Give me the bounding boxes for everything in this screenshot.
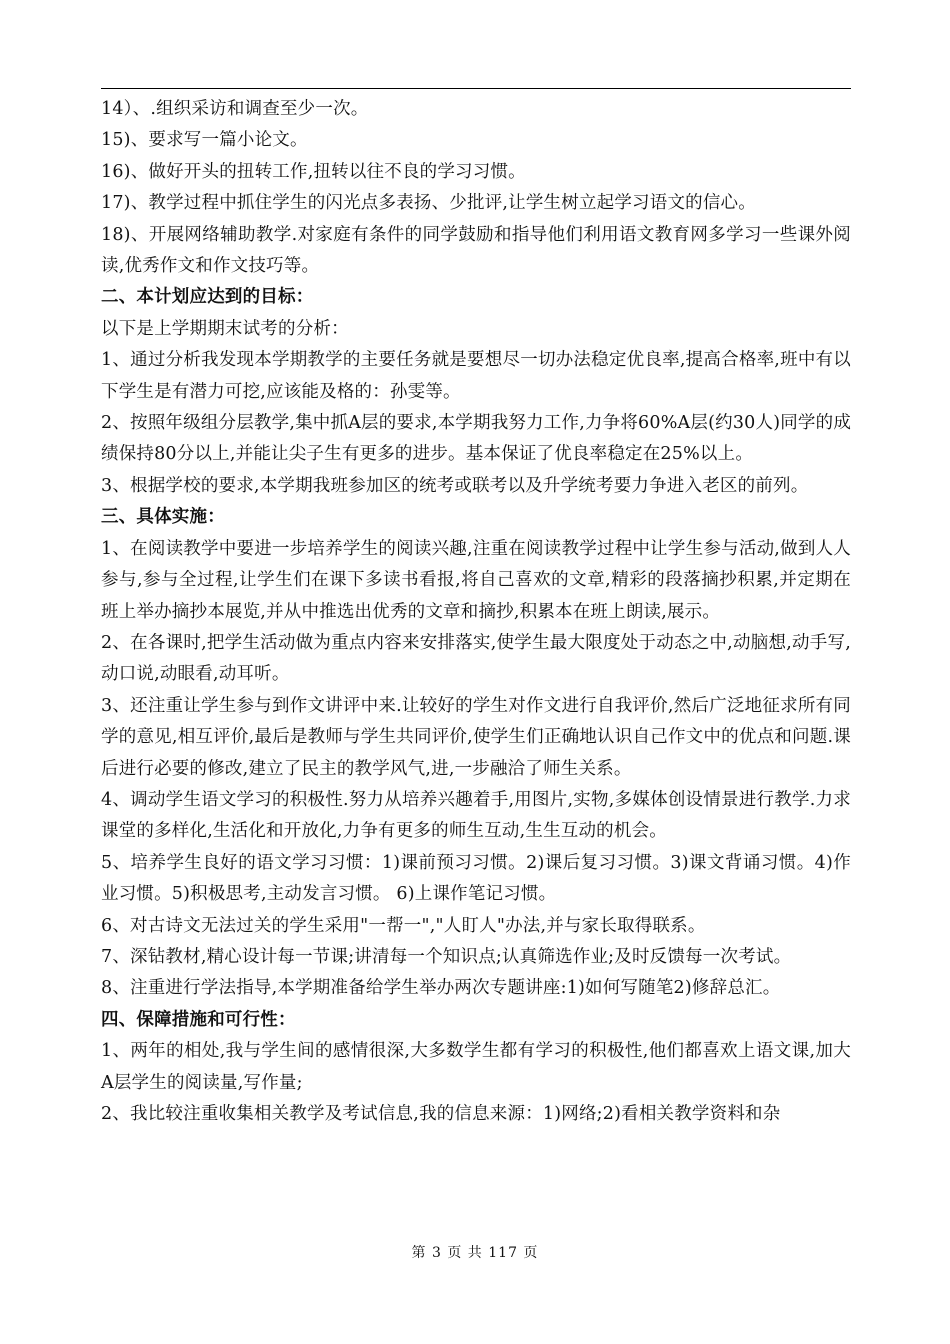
list-item: 3、根据学校的要求,本学期我班参加区的统考或联考以及升学统考要力争进入老区的前列。 <box>101 475 809 496</box>
header-rule <box>101 88 851 89</box>
list-item: 6、对古诗文无法过关的学生采用"一帮一","人盯人"办法,并与家长取得联系。 <box>101 915 706 936</box>
list-item: 2、我比较注重收集相关教学及考试信息,我的信息来源：1)网络;2)看相关教学资料和杂 <box>101 1104 781 1124</box>
list-item: 1、在阅读教学中要进一步培养学生的阅读兴趣,注重在阅读教学过程中让学生参与活动,做到人人参与,参与全过程,让学生们在课下多读书看报,将自己喜欢的文章,精彩的段落摘抄积累,并定期在班上举办摘抄本展览,并从中推选出优秀的文章和摘抄,积累本在班上朗读,展示。 <box>101 538 851 622</box>
list-item: 16)、做好开头的扭转工作,扭转以往不良的学习习惯。 <box>101 161 526 182</box>
paragraph: 以下是上学期期末试考的分析： <box>101 318 349 339</box>
list-item: 4、调动学生语文学习的积极性.努力从培养兴趣着手,用图片,实物,多媒体创设情景进行教学.力求课堂的多样化,生活化和开放化,力争有更多的师生互动,生生互动的机会。 <box>101 789 851 842</box>
list-item: 1、通过分析我发现本学期教学的主要任务就是要想尽一切办法稳定优良率,提高合格率,班中有以下学生是有潜力可挖,应该能及格的：孙雯等。 <box>101 350 851 402</box>
section-heading: 三、具体实施： <box>101 507 225 528</box>
list-item: 2、按照年级组分层教学,集中抓A层的要求,本学期我努力工作,力争将60%A层(约30人)同学的成绩保持80分以上,并能让尖子生有更多的进步。基本保证了优良率稳定在25%以上。 <box>101 413 852 465</box>
section-heading: 四、保障措施和可行性： <box>101 1009 296 1030</box>
page-footer: 第 3 页 共 117 页 <box>411 1245 539 1261</box>
list-item: 17)、教学过程中抓住学生的闪光点多表扬、少批评,让学生树立起学习语文的信心。 <box>101 193 756 214</box>
list-item: 14）、.组织采访和调查至少一次。 <box>101 99 369 119</box>
list-item: 3、还注重让学生参与到作文讲评中来.让较好的学生对作文进行自我评价,然后广泛地征求所有同学的意见,相互评价,最后是教师与学生共同评价,使学生们正确地认识自己作文中的优点和问题.课后进行必要的修改,建立了民主的教学风气,进,一步融洽了师生关系。 <box>101 695 851 779</box>
list-item: 7、深钻教材,精心设计每一节课;讲清每一个知识点;认真筛选作业;及时反馈每一次考试。 <box>101 946 792 967</box>
list-item: 1、两年的相处,我与学生间的感情很深,大多数学生都有学习的积极性,他们都喜欢上语文课,加大A层学生的阅读量,写作量; <box>101 1041 851 1093</box>
list-item: 8、注重进行学法指导,本学期准备给学生举办两次专题讲座:1)如何写随笔2)修辞总汇。 <box>101 978 781 999</box>
list-item: 15)、要求写一篇小论文。 <box>101 130 308 151</box>
section-heading: 二、本计划应达到的目标： <box>101 287 314 308</box>
list-item: 2、在各课时,把学生活动做为重点内容来安排落实,使学生最大限度处于动态之中,动脑想,动手写,动口说,动眼看,动耳听。 <box>101 632 851 685</box>
document-body <box>101 94 851 1130</box>
list-item: 18)、开展网络辅助教学.对家庭有条件的同学鼓励和指导他们利用语文教育网多学习一些课外阅读,优秀作文和作文技巧等。 <box>101 224 851 277</box>
list-item: 5、培养学生良好的语文学习习惯：1)课前预习习惯。2)课后复习习惯。3)课文背诵习惯。4)作业习惯。5)积极思考,主动发言习惯。 6)上课作笔记习惯。 <box>101 852 851 905</box>
